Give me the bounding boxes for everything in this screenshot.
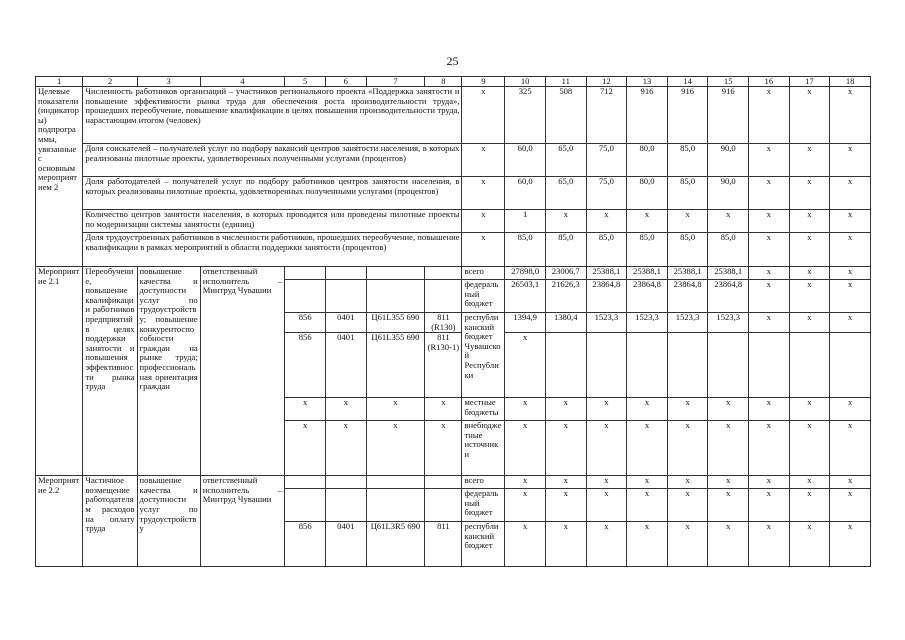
column-header: 16 — [749, 77, 790, 87]
indicator-value: 916 — [667, 87, 708, 144]
indicator-value: x — [789, 210, 830, 233]
funding-value: x — [627, 522, 668, 567]
funding-value: 27898,0 — [505, 267, 546, 280]
indicator-text: Доля работодателей – получателей услуг по подбору работников центров занятости населения, в которых реализованы пилотные проекты, удовлетворенных полученными услугами (процентов) — [83, 177, 462, 210]
indicator-value: x — [627, 210, 668, 233]
funding-value: x — [667, 421, 708, 476]
indicator-text: Количество центров занятости населения, в которых проводятся или проведены пилотные проекты по модернизации системы занятости (единиц) — [83, 210, 462, 233]
funding-value: x — [708, 421, 749, 476]
indicator-value: 85,0 — [505, 233, 546, 267]
indicator-value: 75,0 — [586, 177, 627, 210]
indicator-c9: x — [462, 233, 505, 267]
table-row — [36, 87, 871, 144]
funding-value: x — [505, 476, 546, 489]
funding-value: x — [749, 280, 790, 313]
indicator-value: x — [830, 144, 871, 177]
measure-executor: ответственный исполнитель – Минтруд Чувашии — [200, 476, 285, 567]
indicator-value: 85,0 — [667, 144, 708, 177]
funding-value: x — [545, 398, 586, 421]
column-header: 12 — [586, 77, 627, 87]
indicator-value: 90,0 — [708, 144, 749, 177]
funding-value: x — [749, 522, 790, 567]
column-header: 14 — [667, 77, 708, 87]
funding-value: x — [708, 489, 749, 522]
funding-source: всего — [462, 267, 505, 280]
budget-code: x — [285, 398, 326, 421]
funding-value: x — [627, 489, 668, 522]
indicator-value: x — [749, 144, 790, 177]
indicator-c9: x — [462, 87, 505, 144]
funding-value: x — [586, 398, 627, 421]
indicator-value: 65,0 — [545, 177, 586, 210]
funding-value: x — [627, 398, 668, 421]
measure-label: Мероприятие 2.1 — [36, 267, 83, 476]
indicator-text: Доля соискателей – получателей услуг по подбору вакансий центров занятости населения, в которых реализованы пилотные проекты, удовлетворенных полученными услугами (процентов) — [83, 144, 462, 177]
budget-code: 0401 — [325, 313, 366, 333]
funding-value: x — [505, 398, 546, 421]
indicator-value: 85,0 — [708, 233, 749, 267]
indicator-value: 508 — [545, 87, 586, 144]
funding-value: x — [749, 398, 790, 421]
measure-executor: ответственный исполнитель – Минтруд Чувашии — [200, 267, 285, 476]
indicator-value: 65,0 — [545, 144, 586, 177]
budget-code: x — [366, 421, 425, 476]
indicator-text: Численность работников организаций – участников регионального проекта «Поддержка занятости и повышение эффективности рынка труда для обеспечения роста производительности труда», прошедших переобучение, повышение квалификации в целях повышения производительности труда, нарастающим итогом (человек) — [83, 87, 462, 144]
indicator-value: x — [789, 233, 830, 267]
funding-value: 23006,7 — [545, 267, 586, 280]
indicator-value: 75,0 — [586, 144, 627, 177]
funding-value: x — [830, 267, 871, 280]
funding-source: федеральный бюджет — [462, 489, 505, 522]
budget-code: 811 (R130-1) — [425, 333, 462, 398]
indicator-value: 80,0 — [627, 177, 668, 210]
budget-code — [366, 280, 425, 313]
budget-code: x — [285, 421, 326, 476]
funding-value — [749, 333, 790, 398]
column-header: 10 — [505, 77, 546, 87]
funding-value: x — [789, 267, 830, 280]
indicator-c9: x — [462, 144, 505, 177]
indicator-value: x — [830, 177, 871, 210]
funding-value: x — [545, 476, 586, 489]
indicator-value: x — [749, 87, 790, 144]
indicator-value: x — [830, 87, 871, 144]
funding-value: x — [667, 522, 708, 567]
indicator-value: x — [830, 233, 871, 267]
budget-code — [425, 476, 462, 489]
funding-value: 25388,1 — [667, 267, 708, 280]
funding-value: x — [830, 489, 871, 522]
budget-code — [366, 476, 425, 489]
funding-value: 1523,3 — [627, 313, 668, 333]
column-header: 2 — [83, 77, 137, 87]
indicator-value: 916 — [627, 87, 668, 144]
measure-name: Переобучение, повышение квалификации работников предприятий в целях поддержки занятости и повышения эффективности рынка труда — [83, 267, 137, 476]
funding-value: x — [789, 489, 830, 522]
column-header: 18 — [830, 77, 871, 87]
funding-value: 25388,1 — [586, 267, 627, 280]
measure-label: Мероприятие 2.2 — [36, 476, 83, 567]
budget-code: x — [425, 421, 462, 476]
budget-code: Ц61L355 690 — [366, 333, 425, 398]
column-header: 6 — [325, 77, 366, 87]
measure-goal: повышение качества и доступности услуг по трудоустройству — [137, 476, 200, 567]
indicator-text: Доля трудоустроенных работников в численности работников, прошедших переобучение, повышение квалификации в рамках мероприятий в области поддержки занятости (процентов) — [83, 233, 462, 267]
budget-code: Ц61L355 690 — [366, 313, 425, 333]
funding-value: 23864,8 — [586, 280, 627, 313]
budget-code: 856 — [285, 313, 326, 333]
funding-value: 23864,8 — [667, 280, 708, 313]
funding-value: x — [545, 421, 586, 476]
funding-value: 1394,9 — [505, 313, 546, 333]
indicator-value: 60,0 — [505, 144, 546, 177]
indicator-value: 60,0 — [505, 177, 546, 210]
funding-value: x — [505, 489, 546, 522]
budget-code — [425, 489, 462, 522]
funding-value: x — [749, 476, 790, 489]
funding-source: республиканский бюджет — [462, 522, 505, 567]
indicator-value: 85,0 — [627, 233, 668, 267]
table-row — [36, 267, 871, 280]
column-header: 4 — [200, 77, 285, 87]
column-header: 1 — [36, 77, 83, 87]
column-header: 13 — [627, 77, 668, 87]
budget-code — [325, 267, 366, 280]
funding-value: x — [545, 489, 586, 522]
indicator-value: 80,0 — [627, 144, 668, 177]
table-row — [36, 233, 871, 267]
funding-value — [830, 333, 871, 398]
budget-code — [285, 476, 326, 489]
funding-value — [627, 333, 668, 398]
funding-value: x — [708, 398, 749, 421]
funding-value: x — [586, 522, 627, 567]
funding-value: x — [749, 489, 790, 522]
funding-value: 21626,3 — [545, 280, 586, 313]
column-header: 3 — [137, 77, 200, 87]
budget-code: x — [325, 421, 366, 476]
indicator-value: 916 — [708, 87, 749, 144]
table-row — [36, 210, 871, 233]
funding-value: x — [708, 476, 749, 489]
indicator-value: 90,0 — [708, 177, 749, 210]
indicator-value: 1 — [505, 210, 546, 233]
funding-value: x — [830, 313, 871, 333]
indicator-value: x — [708, 210, 749, 233]
funding-value — [586, 333, 627, 398]
table-row — [36, 77, 871, 87]
budget-code: 811 — [425, 522, 462, 567]
budget-code: 0401 — [325, 522, 366, 567]
indicator-value: 712 — [586, 87, 627, 144]
funding-value: x — [627, 421, 668, 476]
column-header: 5 — [285, 77, 326, 87]
budget-code: 0401 — [325, 333, 366, 398]
funding-value: x — [667, 476, 708, 489]
indicator-value: 85,0 — [667, 177, 708, 210]
funding-value: x — [749, 267, 790, 280]
funding-value: 1523,3 — [708, 313, 749, 333]
funding-source: местные бюджеты — [462, 398, 505, 421]
table-row — [36, 476, 871, 489]
column-header: 15 — [708, 77, 749, 87]
budget-code: 811 (R130) — [425, 313, 462, 333]
funding-value: x — [505, 333, 546, 398]
indicator-value: x — [749, 177, 790, 210]
funding-value: 23864,8 — [627, 280, 668, 313]
funding-value: 25388,1 — [708, 267, 749, 280]
funding-value — [789, 333, 830, 398]
budget-code — [366, 267, 425, 280]
funding-value: 1380,4 — [545, 313, 586, 333]
funding-value — [667, 333, 708, 398]
funding-value: 23864,8 — [708, 280, 749, 313]
funding-value: x — [627, 476, 668, 489]
funding-value: 25388,1 — [627, 267, 668, 280]
indicator-value: x — [830, 210, 871, 233]
funding-source: всего — [462, 476, 505, 489]
funding-value — [708, 333, 749, 398]
budget-code — [325, 489, 366, 522]
column-header: 17 — [789, 77, 830, 87]
funding-value: x — [789, 476, 830, 489]
funding-value: x — [830, 280, 871, 313]
funding-value: x — [789, 421, 830, 476]
budget-code — [285, 267, 326, 280]
budget-code: x — [366, 398, 425, 421]
indicator-c9: x — [462, 210, 505, 233]
funding-source: федеральный бюджет — [462, 280, 505, 313]
indicator-value: x — [749, 233, 790, 267]
indicator-c9: x — [462, 177, 505, 210]
column-header: 8 — [425, 77, 462, 87]
funding-value: x — [667, 489, 708, 522]
funding-value: x — [789, 398, 830, 421]
funding-source: республиканский бюджет Чувашской Республики — [462, 313, 505, 398]
funding-value — [545, 333, 586, 398]
funding-value: x — [749, 421, 790, 476]
indicator-value: 85,0 — [586, 233, 627, 267]
funding-value: x — [505, 522, 546, 567]
indicator-value: x — [789, 177, 830, 210]
funding-value: x — [586, 476, 627, 489]
column-header: 11 — [545, 77, 586, 87]
table-row — [36, 177, 871, 210]
budget-code — [325, 280, 366, 313]
funding-value: x — [586, 421, 627, 476]
program-table — [35, 76, 871, 567]
indicator-value: x — [545, 210, 586, 233]
funding-value: x — [830, 398, 871, 421]
budget-code: 856 — [285, 333, 326, 398]
funding-value: x — [830, 421, 871, 476]
indicator-value: x — [789, 144, 830, 177]
funding-value: x — [789, 280, 830, 313]
funding-value: 1523,3 — [586, 313, 627, 333]
budget-code — [425, 267, 462, 280]
budget-code — [285, 489, 326, 522]
budget-code: x — [425, 398, 462, 421]
indicator-value: x — [586, 210, 627, 233]
budget-code: x — [325, 398, 366, 421]
indicator-value: x — [749, 210, 790, 233]
funding-source: внебюджетные источники — [462, 421, 505, 476]
targets-label: Целевые показатели (индикаторы) подпрограммы, увязанные с основным мероприятием 2 — [36, 87, 83, 267]
indicator-value: 85,0 — [667, 233, 708, 267]
indicator-value: 325 — [505, 87, 546, 144]
funding-value: 1523,3 — [667, 313, 708, 333]
column-header: 9 — [462, 77, 505, 87]
budget-code: 856 — [285, 522, 326, 567]
funding-value: x — [708, 522, 749, 567]
measure-goal: повышение качества и доступности услуг по трудоустройству; повышение конкурентоспособности граждан на рынке труда; профессиональная ориентация граждан — [137, 267, 200, 476]
funding-value: x — [505, 421, 546, 476]
indicator-value: 85,0 — [545, 233, 586, 267]
indicator-value: x — [667, 210, 708, 233]
budget-code — [366, 489, 425, 522]
funding-value: x — [789, 313, 830, 333]
budget-code — [285, 280, 326, 313]
budget-code: Ц61L3R5 690 — [366, 522, 425, 567]
indicator-value: x — [789, 87, 830, 144]
funding-value: x — [749, 313, 790, 333]
page-number: 25 — [446, 54, 459, 68]
budget-code — [425, 280, 462, 313]
funding-value: x — [586, 489, 627, 522]
funding-value: 26503,1 — [505, 280, 546, 313]
funding-value: x — [667, 398, 708, 421]
column-header: 7 — [366, 77, 425, 87]
funding-value: x — [830, 522, 871, 567]
budget-code — [325, 476, 366, 489]
funding-value: x — [789, 522, 830, 567]
funding-value: x — [545, 522, 586, 567]
table-row — [36, 144, 871, 177]
funding-value: x — [830, 476, 871, 489]
measure-name: Частичное возмещение работодателям расходов на оплату труда — [83, 476, 137, 567]
